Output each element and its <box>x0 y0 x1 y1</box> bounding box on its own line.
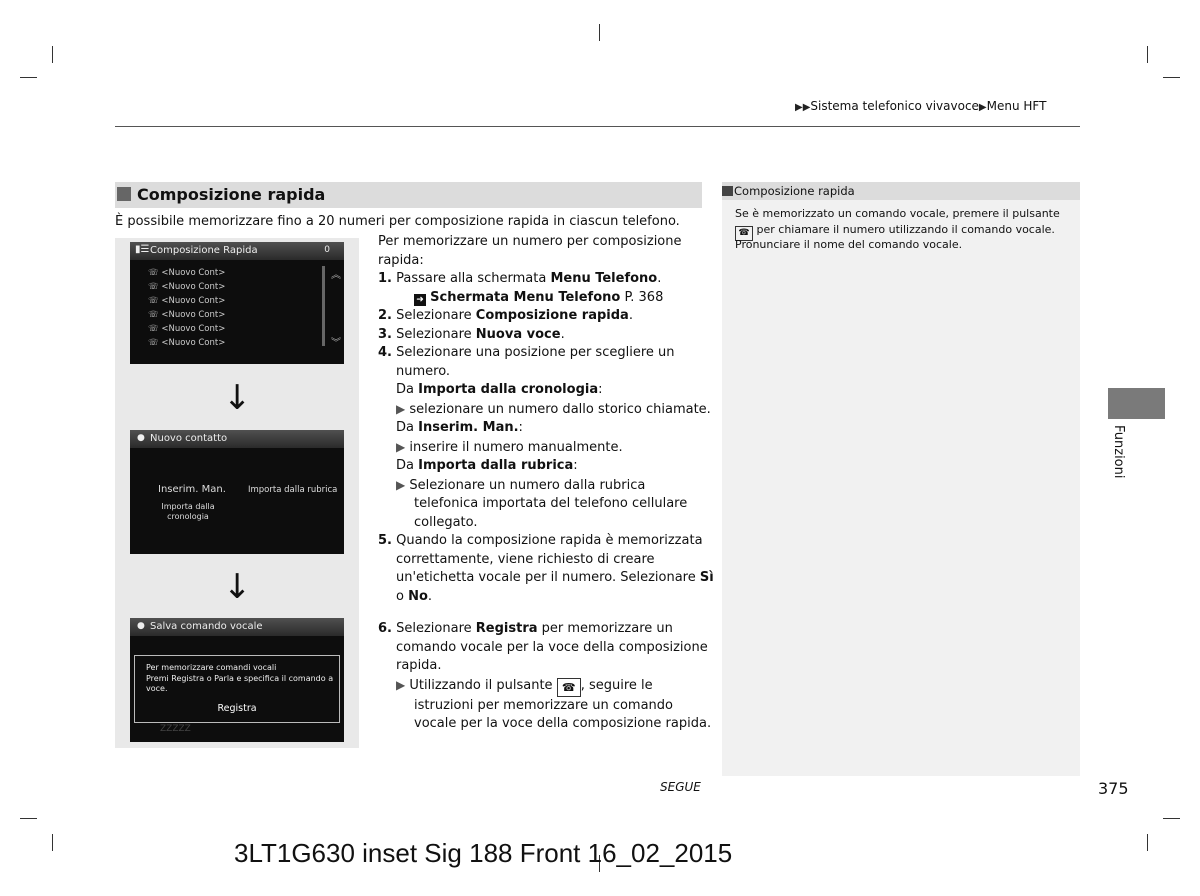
crop-mark <box>20 818 37 819</box>
screen-title: Composizione Rapida <box>150 245 258 256</box>
breadcrumb-item: Sistema telefonico vivavoce <box>810 99 979 113</box>
section-title-bar <box>115 182 702 208</box>
header-rule <box>115 126 1080 127</box>
continues-label: SEGUE <box>660 780 701 794</box>
chapter-tab-label: Funzioni <box>1111 425 1126 479</box>
dialog-message: Per memorizzare comandi vocali Premi Registra o Parla e specifica il comando a voce. <box>146 663 334 693</box>
crop-mark <box>1147 46 1148 63</box>
screen-title: Nuovo contatto <box>150 433 228 444</box>
sidebar-note-title: Composizione rapida <box>734 184 855 198</box>
sidebar-note-header <box>722 182 1080 200</box>
option-inserim-man[interactable]: Inserim. Man. <box>158 484 226 495</box>
screen-title: Salva comando vocale <box>150 621 263 632</box>
square-bullet-icon <box>117 187 131 201</box>
dot-icon: ● <box>137 433 145 443</box>
screen-title-bar <box>130 430 344 448</box>
speed-dial-icon: ☏ <box>148 296 162 306</box>
registra-button[interactable]: Registra <box>217 703 257 714</box>
double-triangle-icon: ▶▶ <box>795 102 811 113</box>
breadcrumb-item: Menu HFT <box>986 99 1047 113</box>
phone-icon: ▮☰ <box>135 244 150 255</box>
crop-mark <box>1163 77 1180 78</box>
scroll-down-icon[interactable]: ︾ <box>331 338 341 349</box>
page-number: 375 <box>1098 779 1129 798</box>
dialog-box <box>134 655 340 723</box>
speed-dial-icon: ☏ <box>148 324 162 334</box>
option-importa-rubrica[interactable]: Importa dalla rubrica <box>248 485 338 495</box>
scrollbar[interactable] <box>322 266 325 346</box>
crop-mark <box>1147 834 1148 851</box>
sidebar-note-text: Pronunciare il nome del comando vocale. <box>735 238 963 251</box>
crop-mark <box>599 24 600 41</box>
list-item[interactable]: ☏ <Nuovo Cont> <box>148 310 226 320</box>
sidebar-note-text: Se è memorizzato un comando vocale, premere il pulsante <box>735 207 1060 220</box>
screen-title-bar <box>130 618 344 636</box>
crop-mark <box>1163 818 1180 819</box>
print-slug: 3LT1G630 inset Sig 188 Front 16_02_2015 <box>234 838 733 868</box>
down-arrow-icon: ↓ <box>223 378 252 418</box>
crop-mark <box>52 46 53 63</box>
crop-mark <box>52 834 53 851</box>
screen-footer-text: ZZZZZ <box>160 724 191 734</box>
section-intro: È possibile memorizzare fino a 20 numeri per composizione rapida in ciascun telefono. <box>115 214 680 229</box>
triangle-bullet-icon: ▶ <box>396 439 406 454</box>
list-item[interactable]: ☏ <Nuovo Cont> <box>148 296 226 306</box>
triangle-bullet-icon: ▶ <box>396 401 406 416</box>
triangle-icon: ▶ <box>978 102 987 113</box>
list-item[interactable]: ☏ <Nuovo Cont> <box>148 338 226 348</box>
screenshots-panel <box>115 238 359 748</box>
speed-dial-icon: ☏ <box>148 268 162 278</box>
breadcrumb <box>795 99 1046 113</box>
instructions: Per memorizzare un numero per composizione rapida: 1. Passare alla schermata Menu Telefono. ➜ Schermata Menu Telefono P. 368 2. Selezionare Composizione rapida. 3. Selezionare Nuova voce. 4. Selezionare una posizione per scegliere un numero. Da Importa dalla cronologia: ▶ selezionare un numero dallo storico chiamate. Da Inserim. Man.: ▶ inserire il numero manualmente. Da Importa dalla rubrica: ▶ Selezionare un numero dalla rubrica telefonica importata del telefono cellulare collegato. 5. Quando la composizione rapida è memorizzata correttamente, viene richiesto di creare un'etichetta vocale per il numero. Selezionare Sì o No. 6. Selezionare Registra per memorizzare un comando vocale per la voce della composizione rapida. ▶ Utilizzando il pulsante ☎ , seguire le istruzioni per memorizzare un comando vocale per la voce della composizione rapida. <box>378 234 714 731</box>
triangle-bullet-icon: ▶ <box>396 677 406 692</box>
down-arrow-icon: ↓ <box>223 567 252 607</box>
sidebar-note-text: ☎ per chiamare il numero utilizzando il comando vocale. <box>735 222 1055 241</box>
chapter-tab <box>1108 388 1165 419</box>
signal-badge: 0 <box>324 245 330 255</box>
list-item[interactable]: ☏ <Nuovo Cont> <box>148 282 226 292</box>
scroll-up-icon[interactable]: ︽ <box>331 270 341 281</box>
speed-dial-icon: ☏ <box>148 338 162 348</box>
speed-dial-icon: ☏ <box>148 310 162 320</box>
list-item[interactable]: ☏ <Nuovo Cont> <box>148 268 226 278</box>
triangle-bullet-icon: ▶ <box>396 477 406 492</box>
talk-button-icon: ☎ <box>735 226 753 241</box>
section-title: Composizione rapida <box>137 185 326 204</box>
talk-button-icon: ☎ <box>557 678 581 697</box>
screen-title-bar <box>130 242 344 260</box>
speed-dial-icon: ☏ <box>148 282 162 292</box>
screen-nuovo-contatto <box>130 430 344 554</box>
note-icon <box>722 186 733 196</box>
crop-mark <box>20 77 37 78</box>
list-item[interactable]: ☏ <Nuovo Cont> <box>148 324 226 334</box>
option-importa-cronologia[interactable]: Importa dalla cronologia <box>161 502 215 521</box>
reference-link[interactable]: Schermata Menu Telefono <box>430 289 621 305</box>
screen-salva-comando-vocale <box>130 618 344 742</box>
dot-icon: ● <box>137 621 145 631</box>
reference-arrow-icon: ➜ <box>414 294 426 306</box>
screen-composizione-rapida <box>130 242 344 364</box>
sidebar-note <box>722 182 1080 776</box>
